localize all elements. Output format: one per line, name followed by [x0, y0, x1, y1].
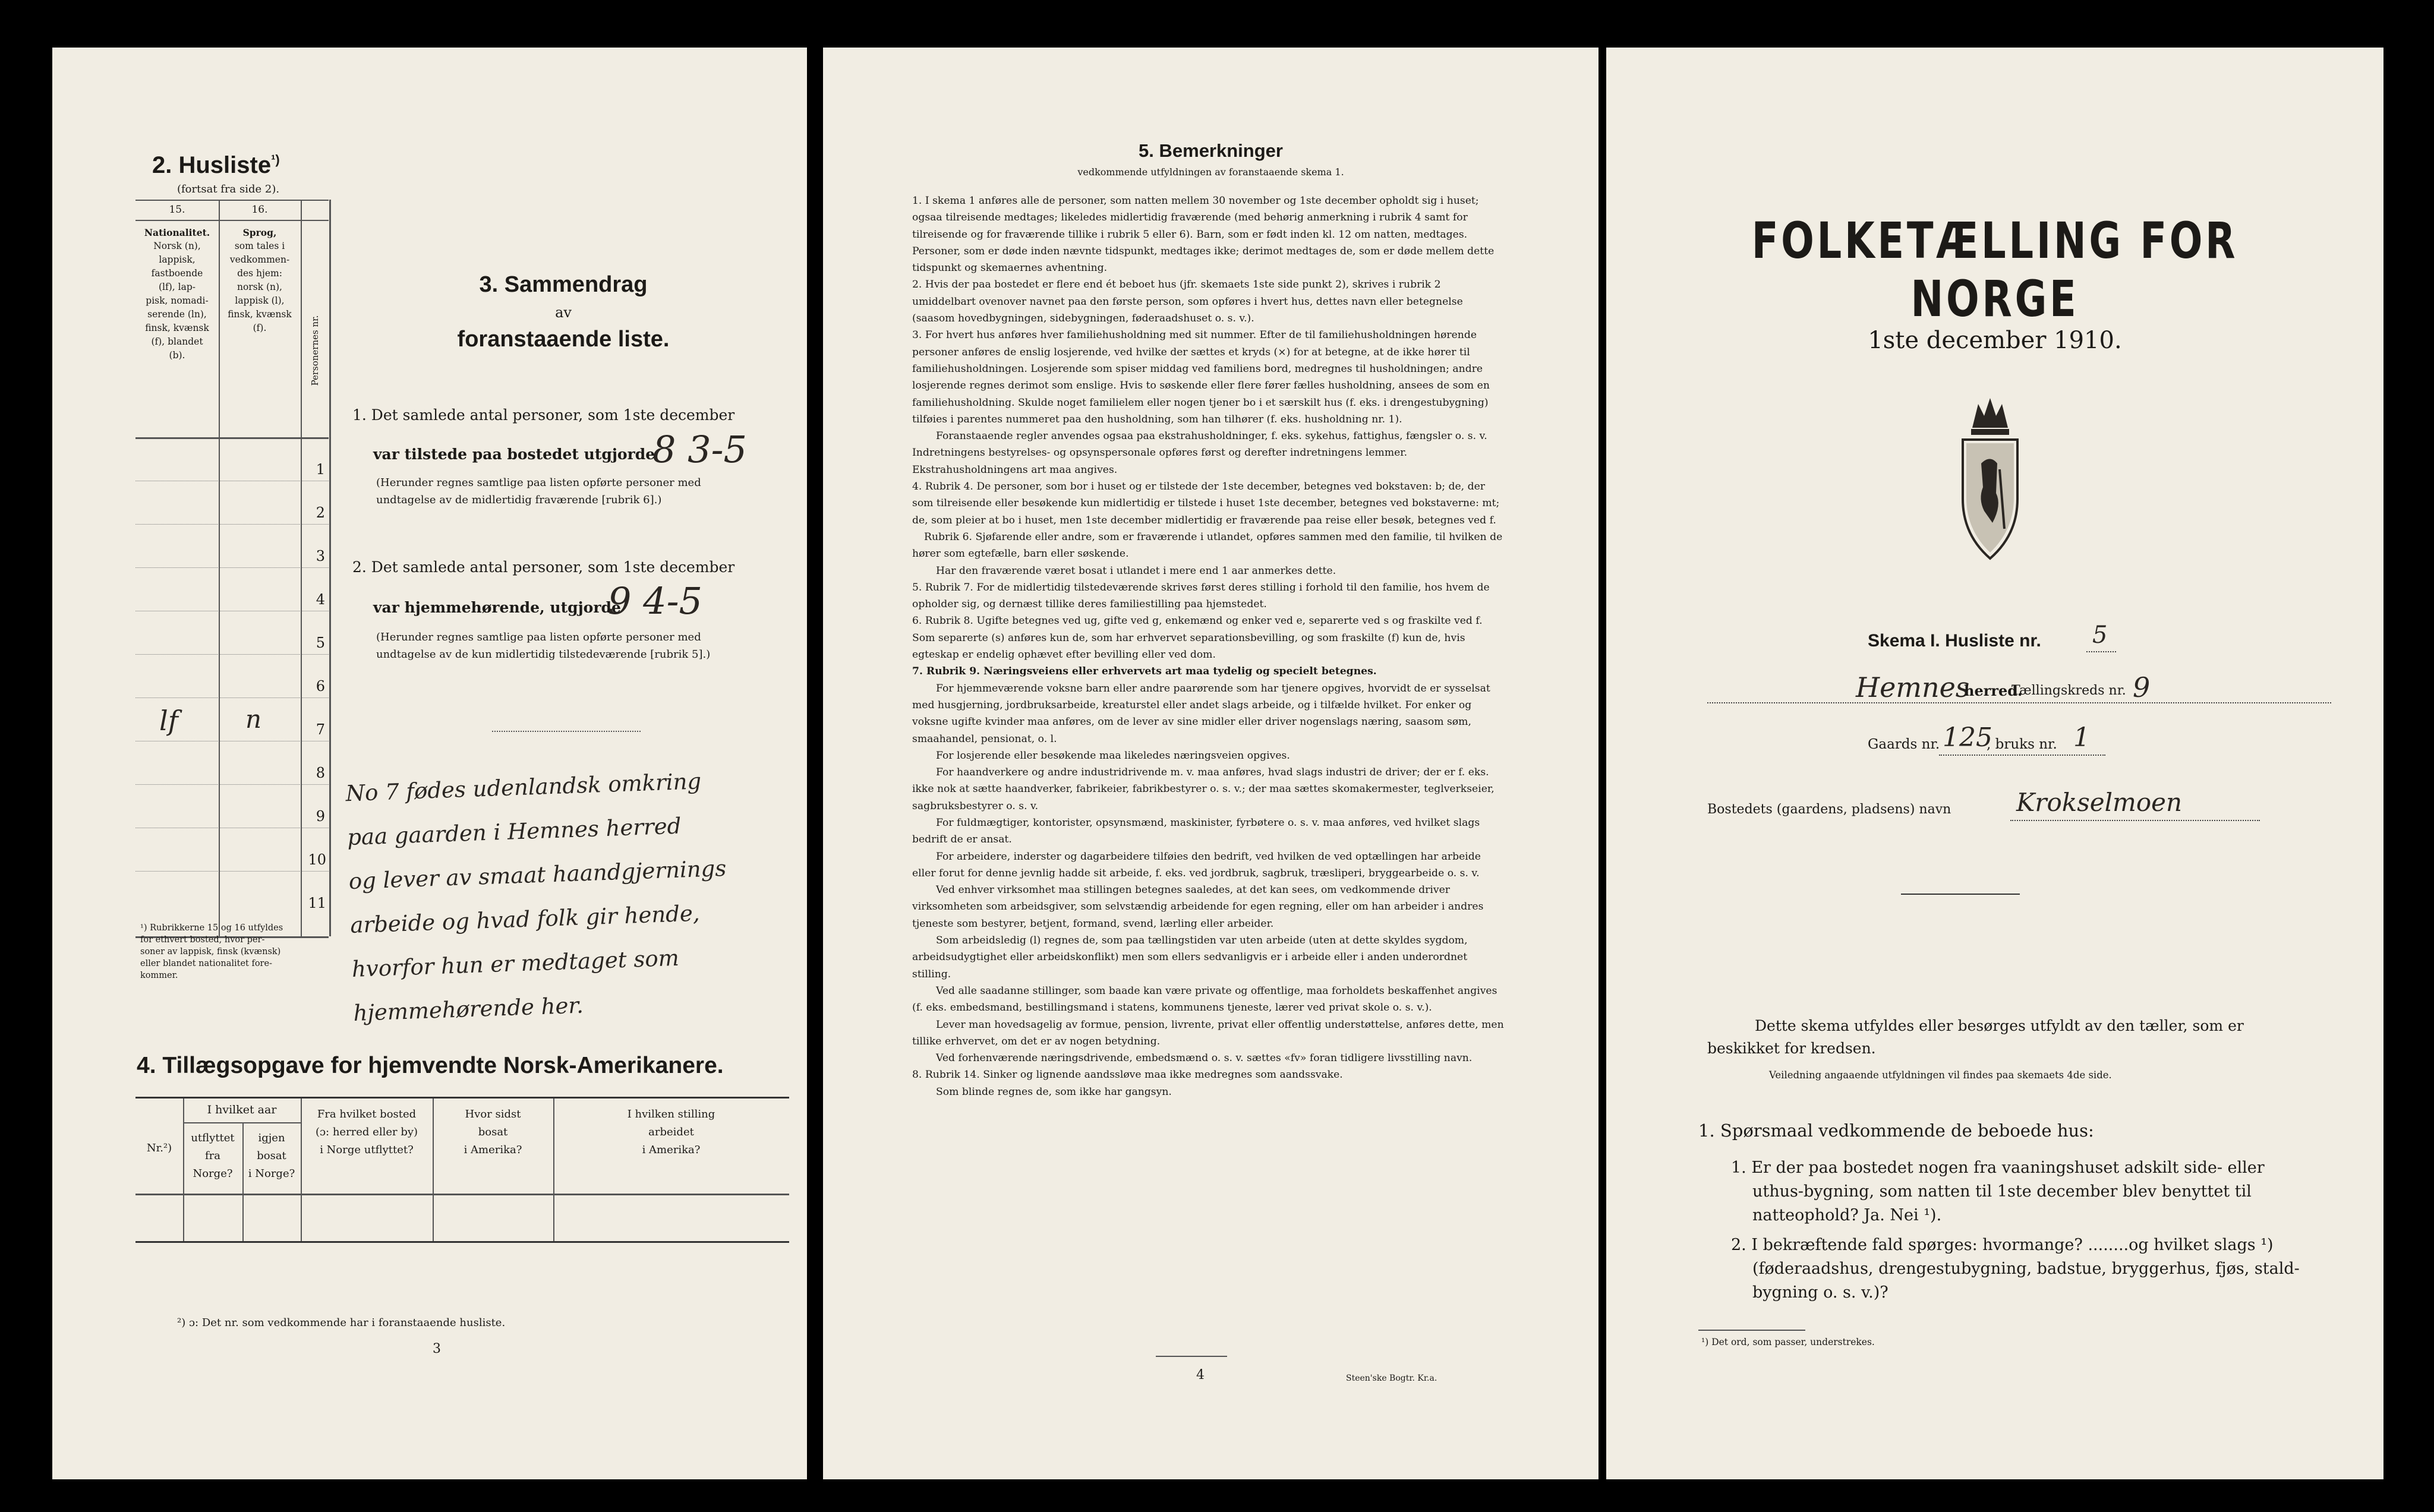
table-row: 9 — [135, 784, 329, 828]
bruks-label: , bruks nr. — [1987, 737, 2057, 752]
col16-number: 16. — [251, 204, 268, 216]
printer-mark: Steen'ske Bogtr. Kr.a. — [1346, 1374, 1437, 1383]
herred-line — [1707, 702, 2331, 703]
table-row: 3 — [135, 524, 329, 568]
herred-label: herred. — [1964, 682, 2023, 699]
sammendrag-subtitle: foranstaaende liste. — [457, 327, 670, 352]
husliste-subtitle: (fortsat fra side 2). — [177, 183, 280, 195]
page-number-3: 3 — [433, 1341, 441, 1356]
veiledning: Veiledning angaaende utfyldningen vil findes paa skemaets 4de side. — [1769, 1069, 2112, 1081]
main-title: FOLKETÆLLING FOR NORGE — [1751, 212, 2238, 328]
item2-line2: var hjemmehørende, utgjorde — [373, 599, 621, 616]
col16-header: Sprog, som tales i vedkommen- des hjem: norsk (n), lappisk (l), finsk, kvænsk (f). — [228, 227, 292, 333]
tillaeg-title: 4. Tillægsopgave for hjemvendte Norsk-Amerikanere. — [137, 1053, 724, 1078]
kreds-value: 9 — [2133, 671, 2151, 703]
table-row: 4 — [135, 567, 329, 611]
table-row: 5 — [135, 611, 329, 655]
intro-text: Dette skema utfyldes eller besørges utfyldt av den tæller, som er beskikket for kredsen. — [1707, 1017, 2244, 1057]
skema-nr: 5 — [2092, 621, 2108, 649]
separator-line — [1901, 894, 2020, 895]
item2-line1: 2. Det samlede antal personer, som 1ste december — [352, 558, 735, 576]
bosted-value: Krokselmoen — [2016, 788, 2183, 817]
separator-line — [1156, 1356, 1227, 1357]
herred-value: Hemnes — [1856, 671, 1970, 703]
rubrik-footnote: ¹) Rubrikkerne 15 og 16 utfyldes for ethvert bosted, hvor per- soner av lappisk, finsk (kvænsk) eller blandet nationalitet fore- kommer. — [140, 923, 283, 980]
bruks-value: 1 — [2073, 722, 2090, 753]
item1-line2: var tilstede paa bostedet utgjorde — [373, 446, 655, 463]
item1-value: 8 3-5 — [652, 428, 747, 471]
sammendrag-av: av — [555, 304, 572, 321]
bemerkninger-title: 5. Bemerkninger — [1139, 140, 1283, 161]
table-row: 6 — [135, 654, 329, 698]
table-top-line — [135, 200, 329, 201]
table-row: 10 — [135, 828, 329, 872]
page-middle — [823, 48, 1599, 1479]
husliste-rows — [135, 437, 329, 936]
q1-1: 1. Er der paa bostedet nogen fra vaaningshuset adskilt side- eller uthus-bygning, som natten til 1ste december blev benyttet til natteophold? Ja. Nei ¹). — [1731, 1159, 2265, 1224]
table-row: 1 — [135, 437, 329, 481]
page-right — [1606, 48, 2383, 1479]
gaards-value: 125 — [1943, 722, 1992, 753]
handwritten-note: No 7 fødes udenlandsk omkring paa gaarden i Hemnes herred og lever av smaat haandgjernings arbeide og hvad folk gir hende, hvorfor hun er medtaget som hjemmehørende her. — [345, 768, 727, 1026]
table-row: 8 — [135, 741, 329, 785]
row7-nationality: lf — [159, 705, 178, 737]
table-row: lf n 7 — [135, 697, 329, 741]
skema-label: Skema I. Husliste nr. — [1868, 631, 2041, 651]
husliste-title: 2. Husliste$^{^1)}$ — [152, 152, 280, 178]
gaards-label: Gaards nr. — [1868, 737, 1940, 752]
page-number-4: 4 — [1196, 1368, 1205, 1382]
separator-dots — [492, 731, 641, 732]
page-left — [52, 48, 807, 1479]
footnote: ¹) Det ord, som passer, understrekes. — [1701, 1337, 1875, 1347]
kreds-label: Tællingskreds nr. — [2011, 683, 2126, 698]
q1-2: 2. I bekræftende fald spørges: hvormange? ........og hvilket slags ¹) (føderaadshus, drengestubygning, badstue, bryggerhus, fjøs, stald- bygning o. s. v.)? — [1731, 1236, 2300, 1302]
tillaeg-table: Nr.²) I hvilket aar utflyttet fra Norge? igjen bosat i Norge? Fra hvilket bosted (ɔ: herred eller by) i Norge utflyttet? Hvor sidst bosat i Amerika? I hvilken stilling arbeidet i Amerika? — [135, 1097, 789, 1243]
col15-number: 15. — [169, 204, 185, 216]
item1-note: (Herunder regnes samtlige paa listen opførte personer med undtagelse av de midlertidig fraværende [rubrik 6].) — [376, 476, 701, 506]
item1-line1: 1. Det samlede antal personer, som 1ste december — [352, 406, 735, 424]
row7-language: n — [245, 705, 262, 734]
q1-title: 1. Spørsmaal vedkommende de beboede hus: — [1698, 1120, 2094, 1141]
col-divider-3 — [329, 200, 331, 936]
census-date: 1ste december 1910. — [1868, 327, 2122, 354]
table-row: 2 — [135, 481, 329, 525]
bemerkninger-body: 1. I skema 1 anføres alle de personer, som natten mellem 30 november og 1ste december opholdt sig i huset; ogsaa tilreisende medtages; likeledes midlertidig fraværende (med behørig anmerkning i rubrik 4 samt for tilreisende og for fraværende tillike i rubrik 5 eller 6). Barn, som er født inden kl. 12 om natten, medtages. Personer, som er døde inden nævnte tidspunkt, medtages ikke; derimot medtages de, som er døde mellem dette tidspunkt og skemaernes avhentning. 2. Hvis der paa bostedet er flere end ét beboet hus (jfr. skemaets 1ste side punkt 2), skrives i rubrik 2 umiddelbart ovenover navnet paa den første person, som opføres i hvert hus, dettes navn eller betegnelse (saasom hovedbygningen, sidebygningen, føderaadshuset o. s. v.). 3. For hvert hus anføres hver familiehusholdning med sit nummer. Efter de til familiehusholdningen hørende personer anføres de enslig losjerende, ved hvilke der sættes et kryds (×) for at betegne, at de ikke hører til familiehusholdningen. Losjerende som spiser middag ved familiens bord, medregnes til husholdningen; andre losjerende regnes derimot som enslige. Hvis to søskende eller flere fører fælles husholdning, ansees de som en familiehusholdning. Skulde noget familielem eller nogen tjener bo i et særskilt hus (f. eks. i drengestubygning) tilføies i parentes nummeret paa den husholdning, som han tilhører (f. eks. husholdning nr. 1). Foranstaaende regler anvendes ogsaa paa ekstrahusholdninger, f. eks. sykehus, fattighus, fængsler o. s. v. Indretningens bestyrelses- og opsynspersonale opføres først og derefter indretningens lemmer. Ekstrahusholdningens art maa angives. 4. Rubrik 4. De personer, som bor i huset og er tilstede der 1ste december, betegnes ved bokstaven: b; de, der som tilreisende eller besøkende kun midlertidig er tilstede i huset 1ste december, betegnes ved bokstaverne: mt; de, som pleier at bo i huset, men 1ste december midlertidig er fraværende paa reise eller besøk, betegnes ved f. Rubrik 6. Sjøfarende eller andre, som er fraværende i utlandet, opføres sammen med den familie, til hvilken de hører som egtefælle, barn eller søskende. Har den fraværende været bosat i utlandet i mere end 1 aar anmerkes dette. 5. Rubrik 7. For de midlertidig tilstedeværende skrives først deres stilling i forhold til den familie, hos hvem de opholder sig, og dernæst tillike deres familiestilling paa hjemstedet. 6. Rubrik 8. Ugifte betegnes ved ug, gifte ved g, enkemænd og enker ved e, separerte ved s og fraskilte ved f. Som separerte (s) anføres kun de, som har erhvervet separationsbevilling, og som fraskilte (f) kun de, hvis egteskap er endelig ophævet efter bevilling eller ved dom. 7. Rubrik 9. Næringsveiens eller erhvervets art maa tydelig og specielt betegnes. For hjemmeværende voksne barn eller andre paarørende som har tjenere opgives, hvorvidt de er sysselsat med husgjerning, jordbruksarbeide, kreaturstel eller andet slags arbeide, og i tilfælde hvilket. For enker og voksne ugifte kvinder maa anføres, om de lever av sine midler eller driver nogenslags næring, saasom søm, smaahandel, pensionat, o. l. For losjerende eller besøkende maa likeledes næringsveien opgives. For haandverkere og andre industridrivende m. v. maa anføres, hvad slags industri de driver; der er f. eks. ikke nok at sætte haandverker, fabrikeier, fabrikbestyrer o. s. v.; der maa sættes skomakermester, teglverkseier, sagbruksbestyrer o. s. v. For fuldmægtiger, kontorister, opsynsmænd, maskinister, fyrbøtere o. s. v. maa anføres, ved hvilket slags bedrift de er ansat. For arbeidere, inderster og dagarbeidere tilføies den bedrift, ved hvilken de ved optællingen har arbeide eller forut for denne jevnlig hadde sit arbeide, f. eks. ved jordbruk, sagbruk, træsliperi, bryggearbeide o. s. v. Ved enhver virksomhet maa stillingen betegnes saaledes, at det kan sees, om vedkommende driver virksomheten som arbeidsgiver, som selvstændig arbeidende for egen regning, eller om han arbeider i andres tjeneste som bestyrer, betjent, formand, svend, lærling eller arbeider. Som arbeidsledig (l) regnes de, som paa tællingstiden var uten arbeide (uten at dette skyldes sygdom, arbeidsudygtighet eller arbeidskonflikt) men som ellers sedvanligvis er i arbeide eller i anden underordnet stilling. Ved alle saadanne stillinger, som baade kan være private og offentlige, maa forholdets beskaffenhet angives (f. eks. embedsmand, bestillingsmand i statens, kommunens tjeneste, lærer ved privat skole o. s. v.). Lever man hovedsagelig av formue, pension, livrente, privat eller offentlig understøttelse, anføres dette, men tillike erhvervet, om det er av nogen betydning. Ved forhenværende næringsdrivende, embedsmænd o. s. v. sættes «fv» foran tidligere livsstilling navn. 8. Rubrik 14. Sinker og lignende aandssløve maa ikke medregnes som aandssvake. Som blinde regnes de, som ikke har gangsyn. — [912, 195, 1504, 1098]
table-row: 11 — [308, 895, 326, 911]
footnote2: ²) ɔ: Det nr. som vedkommende har i foranstaaende husliste. — [177, 1317, 506, 1329]
bosted-label: Bostedets (gaardens, pladsens) navn — [1707, 802, 1951, 817]
coat-of-arms-icon — [1954, 386, 2026, 564]
item2-value: 9 4-5 — [608, 579, 702, 623]
col15-header: Nationalitet. Norsk (n), lappisk, fastboende (lf), lap- pisk, nomadi- serende (ln), finsk, kvænsk (f), blandet (b). — [144, 227, 210, 361]
item2-note: (Herunder regnes samtlige paa listen opførte personer med undtagelse av de kun midlertidig tilstedeværende [rubrik 5].) — [376, 631, 711, 661]
sammendrag-title: 3. Sammendrag — [479, 272, 648, 297]
bemerkninger-subtitle: vedkommende utfyldningen av foranstaaende skema 1. — [1077, 166, 1344, 178]
personnr-header: Personernes nr. — [310, 315, 320, 386]
table-num-line — [135, 220, 329, 221]
